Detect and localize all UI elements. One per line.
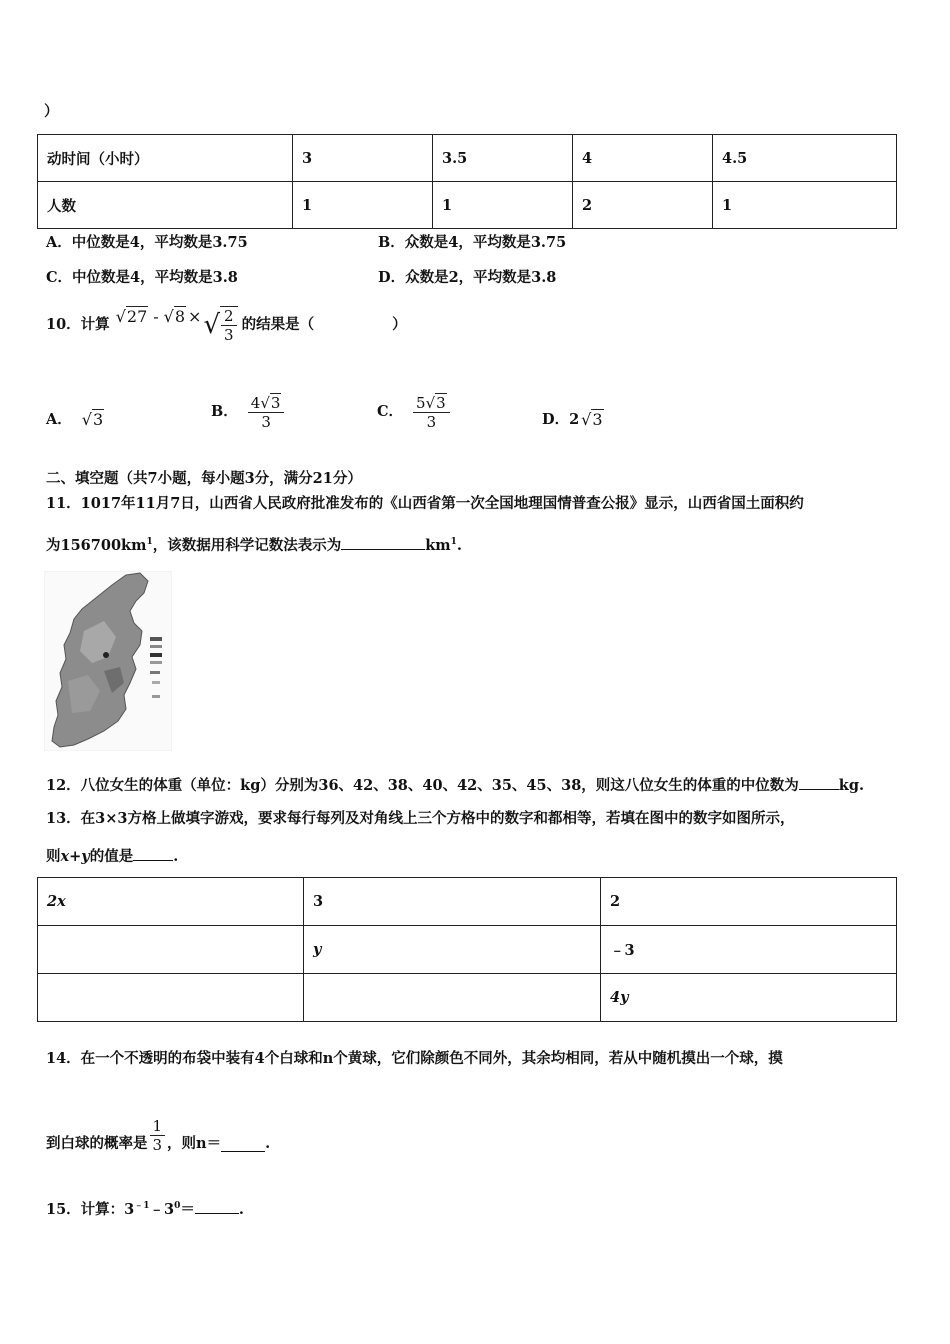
q10-option-b: B． $\frac{4√3}{3}$ (211, 388, 284, 436)
q10-frac: $\frac{2}{3}$ (220, 306, 238, 344)
grid-cell: 2x (38, 878, 304, 926)
grid-cell (304, 974, 601, 1022)
q9-header-cell: 3.5 (433, 135, 573, 182)
q15-answer-blank[interactable] (195, 1199, 239, 1214)
q10-sqrt-8: √8 (163, 307, 186, 326)
q9-close-paren: ） (44, 103, 59, 120)
q11-line1: 11．1017年11月7日，山西省人民政府批准发布的《山西省第一次全国地理国情普查公报》显示，山西省国土面积约 (46, 495, 804, 512)
q10-sqrt-frac: √ (203, 310, 221, 340)
q10-close: ） (392, 316, 407, 333)
q10-suffix: 的结果是（ (241, 316, 315, 333)
q12-answer-blank[interactable] (799, 775, 839, 790)
q9-row-cell: 人数 (38, 182, 293, 229)
q10-option-a: A． √3 (46, 410, 104, 429)
q10-prefix: 10．计算 (46, 316, 110, 333)
q9-option-b: B．众数是4，平均数是3.75 (378, 234, 567, 251)
q10-option-d: D．2 √3 (542, 410, 603, 429)
q13-line2: 则x+y的值是 . (46, 848, 179, 865)
q13-answer-blank[interactable] (133, 846, 173, 861)
grid-cell (38, 974, 304, 1022)
grid-cell: 4y (601, 974, 897, 1022)
q9-table (37, 134, 897, 229)
q14-frac: $\frac{1}{3}$ (150, 1117, 166, 1154)
q9-row-cell: 1 (293, 182, 433, 229)
q13-line1: 13．在3×3方格上做填字游戏，要求每行每列及对角线上三个方格中的数字和都相等，若填在图中的数字如图所示， (46, 810, 795, 827)
q9-header-cell: 4.5 (713, 135, 897, 182)
q9-option-c: C．中位数是4，平均数是3.8 (46, 269, 238, 286)
grid-cell (38, 926, 304, 974)
grid-cell: y (304, 926, 601, 974)
q11-line2: 为$156700km^1$，该数据用科学记数法表示为 $km^1$. (46, 536, 462, 554)
grid-cell: 2 (601, 878, 897, 926)
q9-row-cell: 1 (433, 182, 573, 229)
q12-stem: 12．八位女生的体重（单位：kg）分别为36、42、38、40、42、35、45、38，则这八位女生的体重的中位数为 kg. (46, 777, 865, 794)
q9-row-cell: 1 (713, 182, 897, 229)
q9-header-cell: 动时间（小时） (38, 135, 293, 182)
section-heading: 二、填空题（共7小题，每小题3分，满分21分） (46, 470, 362, 487)
q10-sqrt-27: √27 (115, 307, 148, 326)
q10-minus: - (153, 307, 159, 326)
grid-cell: 3 (304, 878, 601, 926)
q14-answer-blank[interactable] (221, 1137, 265, 1152)
shanxi-map-image (44, 571, 172, 751)
q9-option-a: A．中位数是4，平均数是3.75 (46, 234, 248, 251)
q9-row-cell: 2 (573, 182, 713, 229)
q9-header-cell: 3 (293, 135, 433, 182)
q9-header-cell: 4 (573, 135, 713, 182)
q10-option-c: C． $\frac{5√3}{3}$ (377, 388, 450, 436)
q9-option-d: D．众数是2，平均数是3.8 (378, 269, 557, 286)
q10-times: × (188, 307, 202, 326)
q14-line2: 到白球的概率是 $\frac{1}{3}$ ，则n＝ . (46, 1116, 271, 1154)
q14-line1: 14．在一个不透明的布袋中装有4个白球和n个黄球，它们除颜色不同外，其余均相同，若从中随机摸出一个球，摸 (46, 1050, 783, 1067)
q13-grid (37, 877, 897, 1022)
map-graphic (44, 571, 172, 751)
q15-stem: 15．计算：$3^{﹣1}﹣3^0=$ . (46, 1200, 244, 1218)
q11-answer-blank[interactable] (341, 535, 425, 550)
q10-stem (46, 300, 407, 350)
grid-cell: ﹣3 (601, 926, 897, 974)
